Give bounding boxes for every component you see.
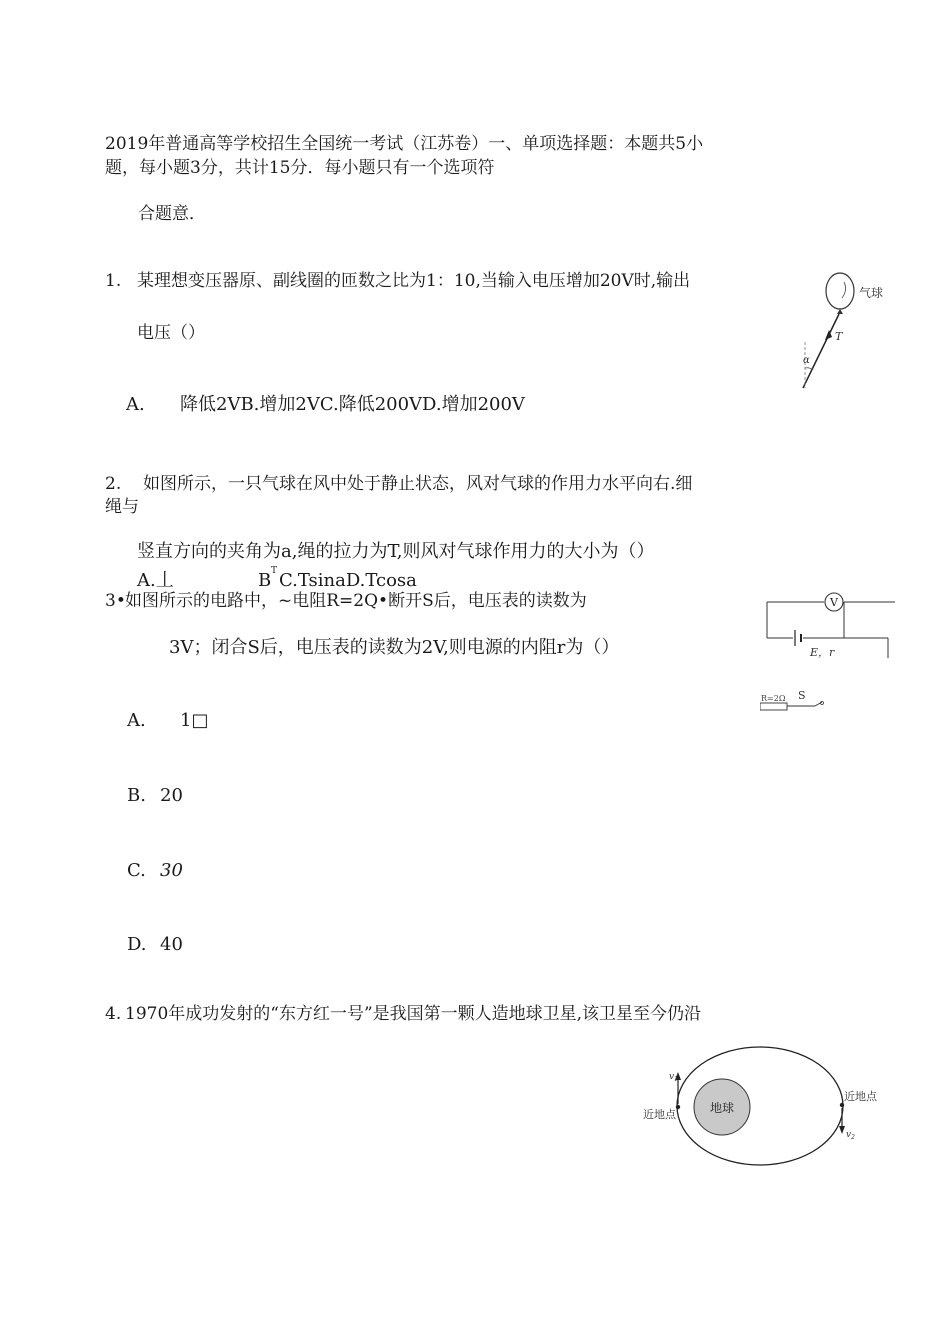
angle-label: α xyxy=(803,355,810,366)
header-line-2: 题，每小题3分，共计15分．每小题只有一个选项符 xyxy=(105,158,495,178)
balloon-figure xyxy=(795,264,895,390)
q1-stem-line-2: 电压（） xyxy=(137,323,205,343)
q2-stem-line-2: 绳与 xyxy=(105,497,139,517)
switch-label: S xyxy=(798,689,806,702)
q1-options-label: A. xyxy=(126,394,145,415)
q2-stem-line-3: 竖直方向的夹角为a,绳的拉力为T,则风对气球作用力的大小为（） xyxy=(137,541,655,562)
header-line-1: 2019年普通高等学校招生全国统一考试（江苏卷）一、单项选择题：本题共5小 xyxy=(105,134,704,154)
voltmeter-icon xyxy=(825,593,843,611)
q3-option-a-label: A. xyxy=(127,710,146,731)
q3-option-a-text: 1□ xyxy=(180,710,209,731)
balloon-icon xyxy=(826,273,854,314)
q2-option-b-prefix: B xyxy=(258,570,272,591)
q2-options-rest: C.TsinaD.Tcosa xyxy=(279,570,417,591)
q3-option-b-label: B. xyxy=(127,785,146,806)
orbit-figure xyxy=(638,1040,888,1170)
resistor-icon xyxy=(760,703,787,710)
earth-label: 地球 xyxy=(709,1101,735,1115)
q3-option-c-label: C. xyxy=(127,860,146,881)
q4-stem-line-1: 1970年成功发射的“东方红一号”是我国第一颗人造地球卫星,该卫星至今仍沿 xyxy=(125,1004,702,1024)
q1-number: 1. xyxy=(105,271,122,291)
right-point-marker xyxy=(840,1103,844,1107)
resistor-label: R=2Ω xyxy=(761,694,786,703)
left-point-marker xyxy=(676,1105,680,1109)
left-point-label: 近地点 xyxy=(643,1108,676,1121)
v1-label: $v_1$ xyxy=(669,1072,678,1083)
q3-option-d-text: 40 xyxy=(160,934,183,955)
v2-label: $v_2$ xyxy=(846,1130,855,1141)
balloon-label: 气球 xyxy=(859,286,884,300)
source-label: E，r xyxy=(810,646,835,659)
angle-arc xyxy=(805,368,812,370)
header-line-3: 合题意． xyxy=(138,204,206,224)
q3-stem-line-1: 如图所示的电路中，~电阻R=2Q•断开S后，电压表的读数为 xyxy=(125,591,587,611)
battery-icon xyxy=(795,630,801,646)
q2-option-a: A.丄 xyxy=(137,570,174,591)
q3-number: 3• xyxy=(105,591,126,611)
right-point-label: 近地点 xyxy=(844,1090,877,1103)
q3-option-d-label: D. xyxy=(127,934,147,955)
q2-option-b-superscript: T xyxy=(271,566,278,576)
voltmeter-label: V xyxy=(830,596,838,609)
q3-stem-line-2: 3V；闭合S后，电压表的读数为2V,则电源的内阻r为（） xyxy=(169,637,620,658)
rope-label: T xyxy=(835,330,843,343)
circuit-figure xyxy=(760,590,895,715)
q3-option-b-text: 20 xyxy=(160,785,183,806)
q4-number: 4. xyxy=(105,1004,122,1024)
q1-options: 降低2VB.增加2VC.降低200VD.增加200V xyxy=(180,394,525,415)
q2-number: 2. xyxy=(105,474,122,494)
q2-stem-line-1: 如图所示，一只气球在风中处于静止状态，风对气球的作用力水平向右.细 xyxy=(143,474,693,494)
switch-icon xyxy=(815,702,824,707)
q3-option-c-text: 30 xyxy=(160,860,183,881)
v2-arrow-icon xyxy=(839,1126,845,1134)
rope-line xyxy=(803,314,839,388)
q1-stem-line-1: 某理想变压器原、副线圈的匝数之比为1：10,当输入电压增加20V时,输出 xyxy=(137,271,691,291)
